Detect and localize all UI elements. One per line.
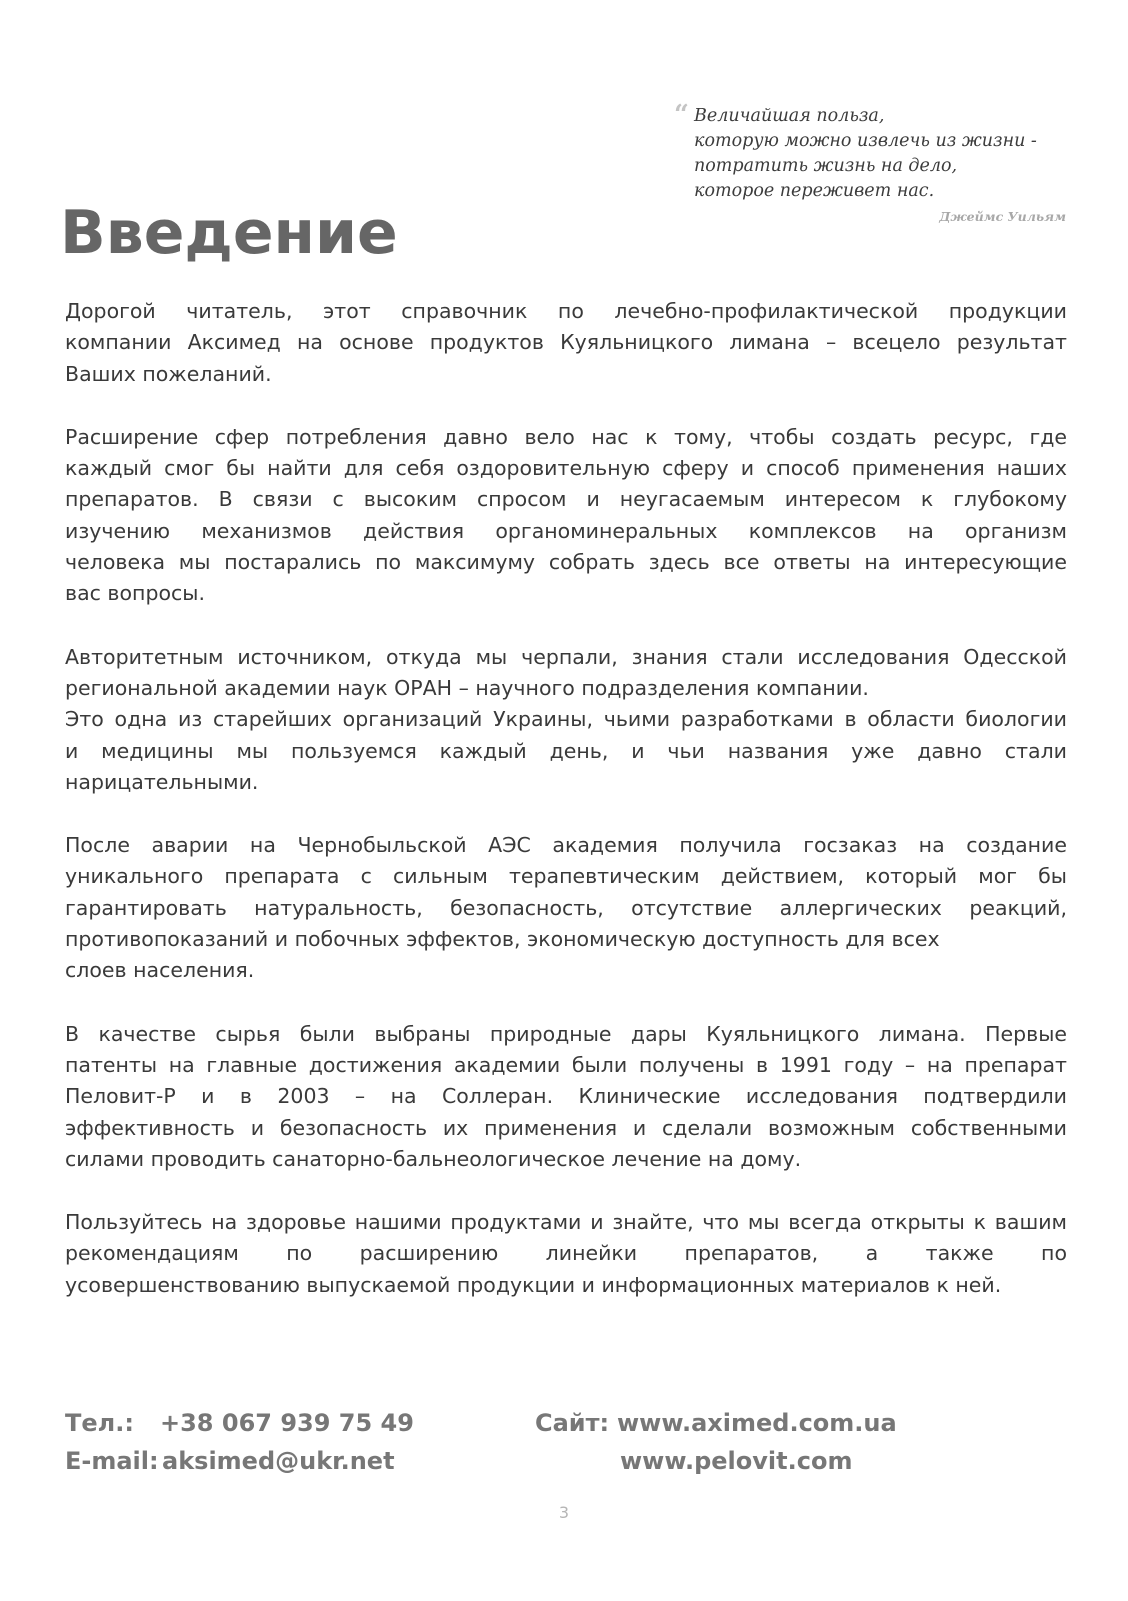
epigraph-line: Величайшая польза,: [694, 106, 885, 126]
text-line: и медицины мы пользуемся каждый день, и чьи названия уже давно стали: [65, 738, 1067, 763]
quote-mark-icon: “: [674, 100, 689, 130]
text-line: каждый смог бы найти для себя оздоровительную сферу и способ применения наших: [65, 456, 1067, 481]
paragraph-5: [65, 1019, 1067, 1175]
site-label: Сайт:: [535, 1409, 610, 1437]
phone-row: [65, 1404, 414, 1442]
site-row-2: [620, 1442, 852, 1480]
email-link[interactable]: aksimed@ukr.net: [162, 1447, 395, 1475]
text-line: компании Аксимед на основе продуктов Куяльницкого лимана – всецело результат: [65, 330, 1067, 355]
epigraph-line: которое переживет нас.: [694, 181, 935, 201]
text-line: слоев населения.: [65, 958, 255, 983]
text-line: вас вопросы.: [65, 581, 205, 606]
paragraph-3: [65, 642, 1067, 798]
site-link-pelovit[interactable]: www.pelovit.com: [620, 1447, 853, 1475]
text-line: человека мы постарались по максимуму собрать здесь все ответы на интересующие: [65, 550, 1067, 575]
paragraph-4: [65, 830, 1067, 986]
text-line: гарантировать натуральность, безопасность, отсутствие аллергических реакций,: [65, 895, 1067, 920]
epigraph-line: которую можно извлечь из жизни -: [694, 131, 1037, 151]
paragraph-6: [65, 1207, 1067, 1301]
body-text: [65, 296, 1067, 1333]
text-line: препаратов. В связи с высоким спросом и неугасаемым интересом к глубокому: [65, 487, 1067, 512]
epigraph: [674, 100, 1066, 226]
epigraph-line: потратить жизнь на дело,: [694, 156, 958, 176]
text-line: силами проводить санаторно-бальнеологическое лечение на дому.: [65, 1146, 802, 1171]
site-link-aximed[interactable]: www.aximed.com.ua: [617, 1409, 897, 1437]
text-line: Авторитетным источником, откуда мы черпали, знания стали исследования Одесской: [65, 644, 1067, 669]
epigraph-author: Джеймс Уильям: [939, 209, 1066, 224]
text-line: Пользуйтесь на здоровье нашими продуктами и знайте, что мы всегда открыты к вашим: [65, 1210, 1067, 1235]
text-line: Пеловит-Р и в 2003 – на Соллеран. Клинические исследования подтвердили: [65, 1084, 1067, 1109]
text-line: региональной академии наук ОРАН – научного подразделения компании.: [65, 675, 869, 700]
paragraph-1: [65, 296, 1067, 390]
paragraph-2: [65, 422, 1067, 610]
text-line: изучению механизмов действия органоминеральных комплексов на организм: [65, 518, 1067, 543]
phone-label: Тел.:: [65, 1409, 134, 1437]
text-line: После аварии на Чернобыльской АЭС академия получила госзаказ на создание: [65, 833, 1067, 858]
text-line: уникального препарата с сильным терапевтическим действием, который мог бы: [65, 864, 1067, 889]
text-line: противопоказаний и побочных эффектов, экономическую доступность для всех: [65, 927, 940, 952]
page-number: 3: [558, 1503, 570, 1522]
phone-number[interactable]: +38 067 939 75 49: [160, 1409, 414, 1437]
text-line: В качестве сырья были выбраны природные дары Куяльницкого лимана. Первые: [65, 1021, 1067, 1046]
text-line: Расширение сфер потребления давно вело нас к тому, чтобы создать ресурс, где: [65, 424, 1067, 449]
text-line: Дорогой читатель, этот справочник по лечебно-профилактической продукции: [65, 299, 1067, 323]
text-line: усовершенствованию выпускаемой продукции и информационных материалов к ней.: [65, 1272, 1002, 1297]
text-line: нарицательными.: [65, 769, 259, 794]
page-title: Введение: [60, 198, 398, 268]
text-line: эффективность и безопасность их применения и сделали возможным собственными: [65, 1115, 1067, 1140]
email-row: [65, 1442, 395, 1480]
email-label: E-mail:: [65, 1447, 159, 1475]
text-line: Это одна из старейших организаций Украины, чьими разработками в области биологии: [65, 707, 1067, 732]
text-line: Ваших пожеланий.: [65, 361, 272, 386]
text-line: патенты на главные достижения академии были получены в 1991 году – на препарат: [65, 1052, 1067, 1077]
text-line: рекомендациям по расширению линейки препаратов, а также по: [65, 1241, 1067, 1266]
site-row: [535, 1404, 897, 1442]
